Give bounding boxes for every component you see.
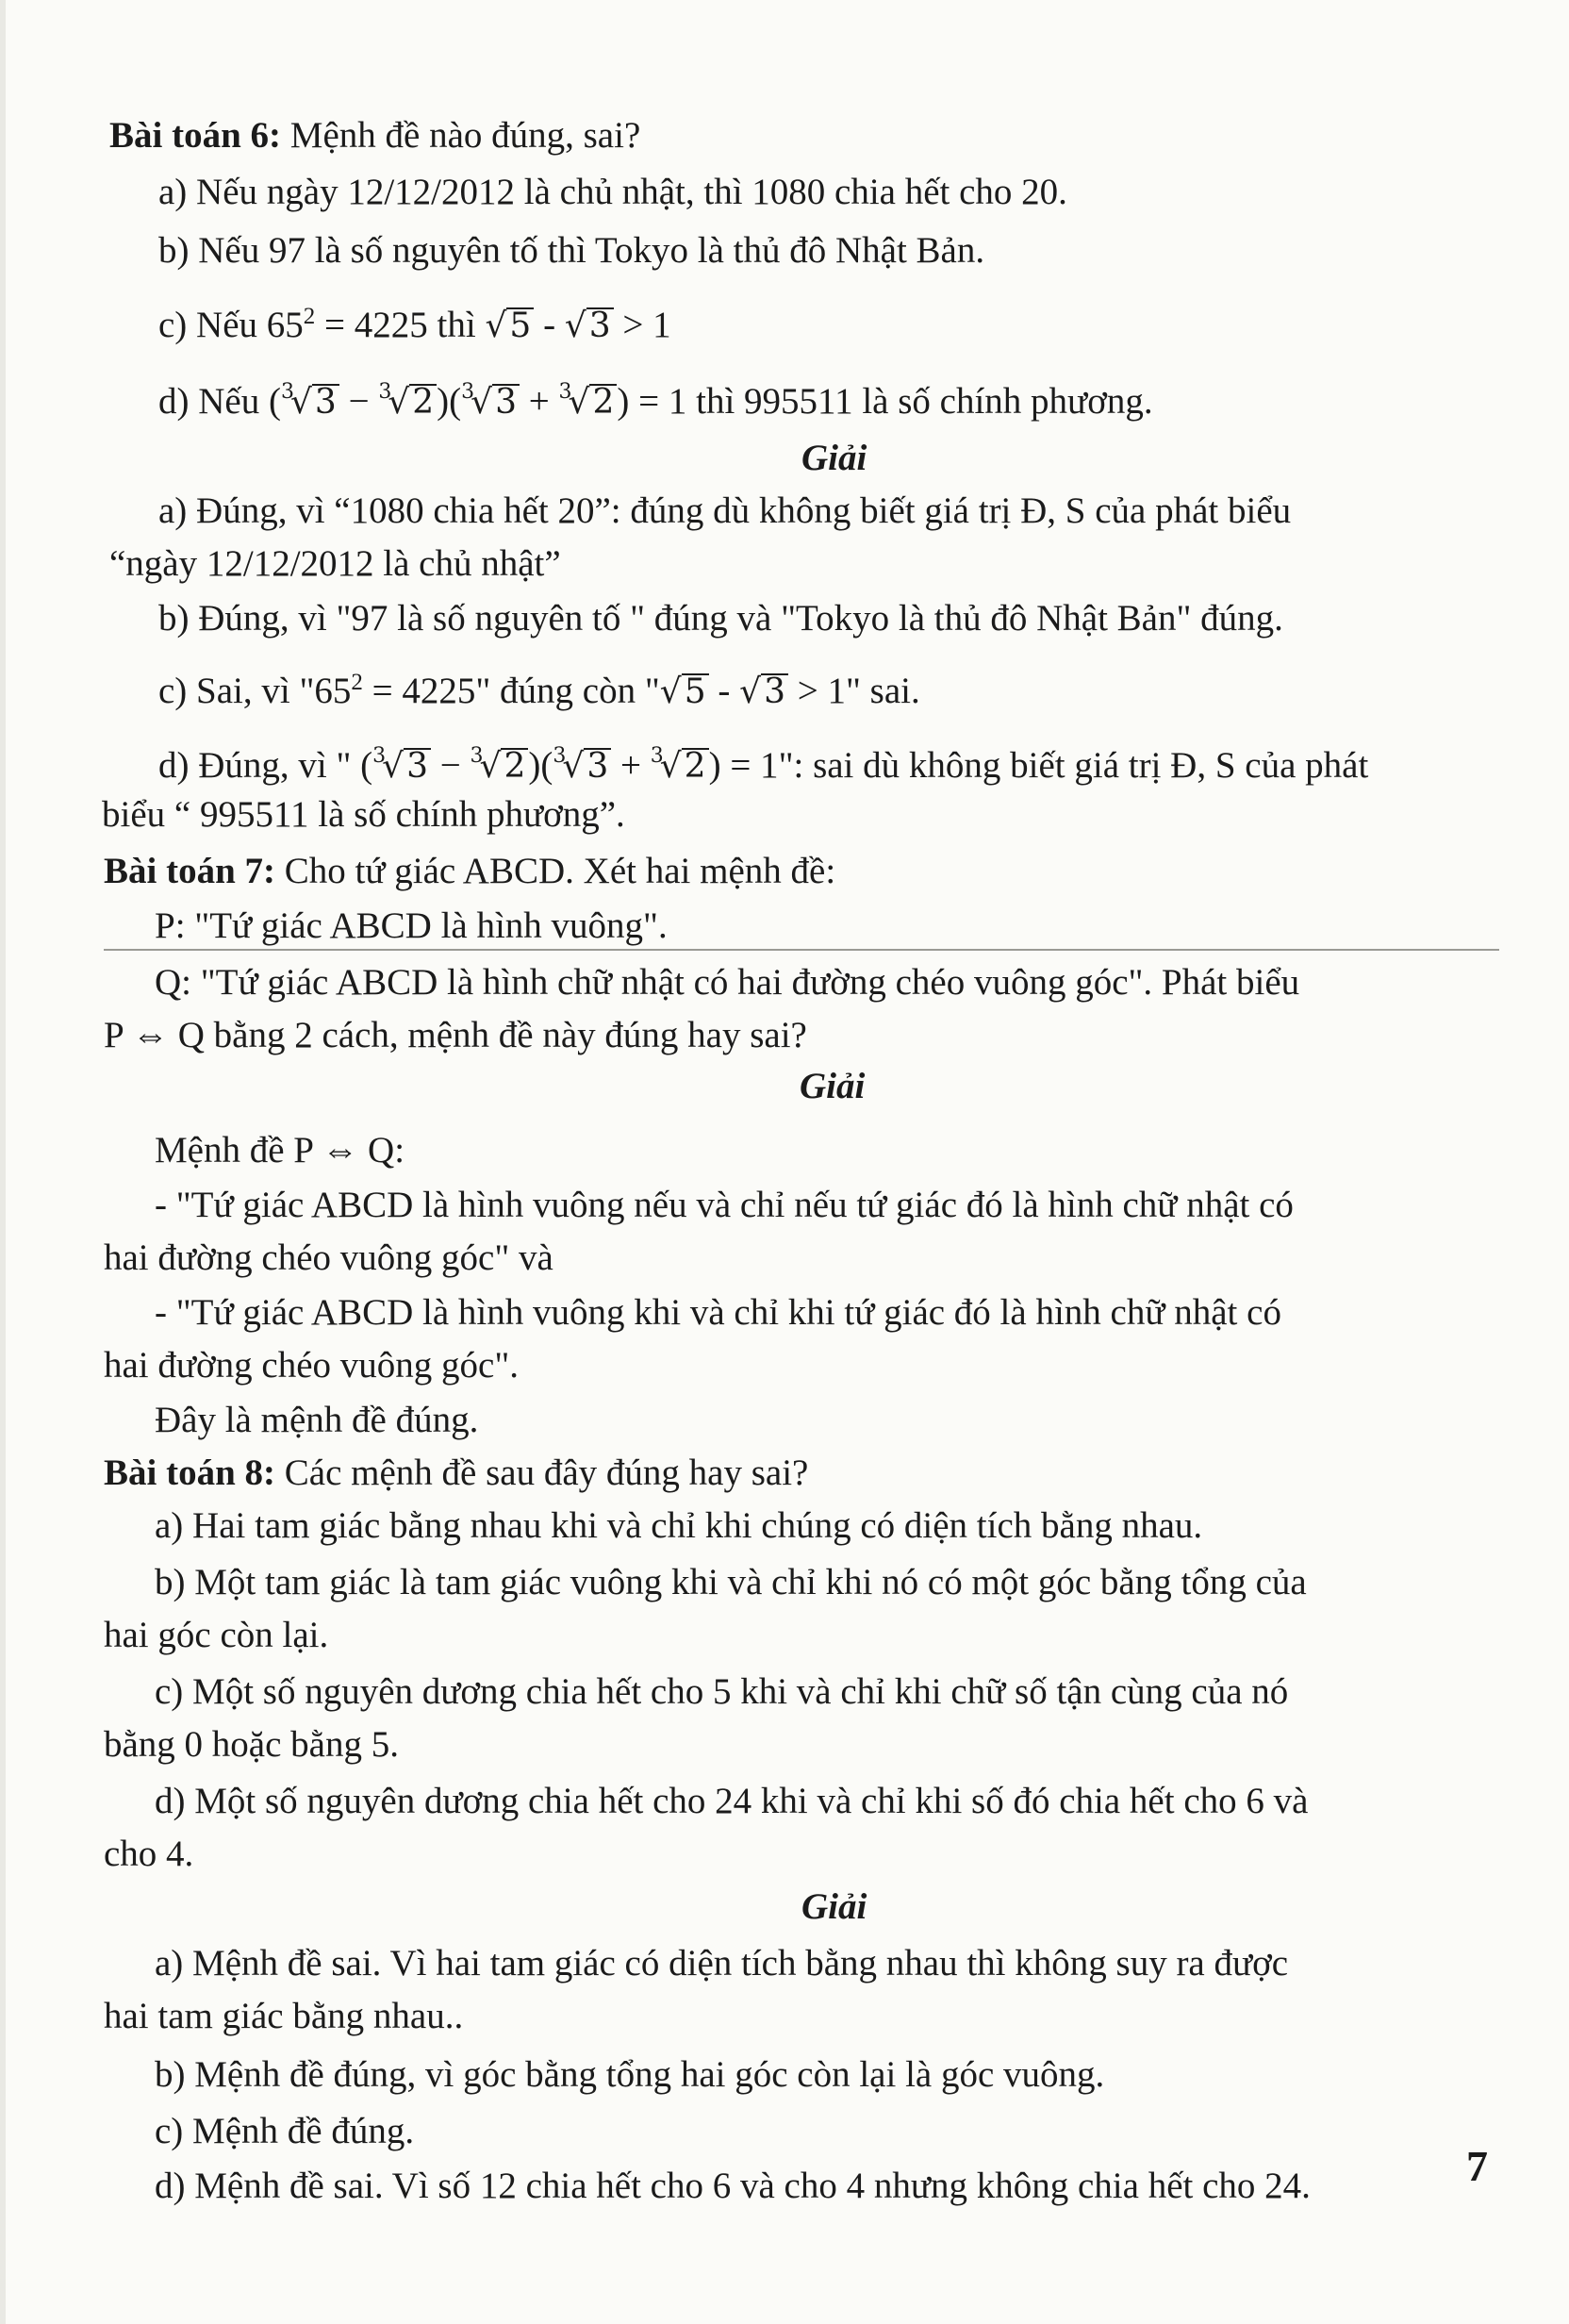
page-edge-shadow — [0, 0, 6, 2324]
root-index: 3 — [372, 744, 387, 768]
cbrt-expression: $^3$√3 — [461, 383, 520, 422]
root-index: 3 — [461, 380, 475, 404]
text-fragment: thì 995511 là số chính phương. — [686, 381, 1153, 422]
operator: − — [339, 381, 379, 422]
solution-6-heading: Giải — [801, 438, 867, 478]
text-fragment: ) = 1 — [617, 381, 687, 422]
radicand: 2 — [682, 748, 709, 784]
text-fragment: > 1" sai. — [788, 671, 920, 711]
problem-6-title: Bài toán 6: — [109, 115, 282, 156]
solution-8-c: c) Mệnh đề đúng. — [155, 2111, 415, 2151]
cbrt-expression: $^3$√2 — [559, 383, 618, 422]
operator: - — [534, 305, 565, 345]
problem-7-p: P: "Tứ giác ABCD là hình vuông". — [155, 905, 668, 946]
radicand: 3 — [404, 748, 431, 784]
problem-8-item-c-line1: c) Một số nguyên dương chia hết cho 5 khi và chỉ khi chữ số tận cùng của nó — [155, 1671, 1289, 1712]
text-fragment: )( — [528, 745, 553, 786]
exponent: 2 — [351, 670, 363, 695]
cbrt-expression: $^3$√2 — [378, 383, 437, 422]
radicand: 5 — [682, 673, 709, 709]
solution-7-line2: hai đường chéo vuông góc" và — [104, 1237, 553, 1278]
text-fragment: ) = 1 — [708, 745, 779, 786]
problem-6-question: Mệnh đề nào đúng, sai? — [289, 115, 641, 156]
problem-8-item-a: a) Hai tam giác bằng nhau khi và chỉ khi chúng có diện tích bằng nhau. — [155, 1505, 1203, 1546]
operator: − — [431, 745, 471, 786]
operator: + — [520, 381, 559, 422]
problem-7-question: Cho tứ giác ABCD. Xét hai mệnh đề: — [284, 851, 836, 891]
problem-8-heading — [104, 1451, 808, 1496]
problem-8-question: Các mệnh đề sau đây đúng hay sai? — [284, 1452, 809, 1493]
cbrt-expression: $^3$√2 — [471, 747, 529, 786]
radicand: 2 — [589, 384, 617, 420]
radicand: 3 — [312, 384, 339, 420]
problem-7-q-line2: P ⇔ Q bằng 2 cách, mệnh đề này đúng hay sai? — [104, 1015, 807, 1055]
solution-8-a-line2: hai tam giác bằng nhau.. — [104, 1996, 464, 2036]
solution-8-heading: Giải — [801, 1886, 867, 1927]
solution-8-d: d) Mệnh đề sai. Vì số 12 chia hết cho 6 và cho 4 nhưng không chia hết cho 24. — [155, 2166, 1311, 2206]
problem-6-item-d — [158, 370, 1153, 425]
problem-6-heading — [109, 113, 640, 158]
cbrt-expression: $^3$√3 — [372, 747, 431, 786]
solution-7-conclusion: Đây là mệnh đề đúng. — [155, 1400, 479, 1440]
problem-8-item-c-line2: bằng 0 hoặc bằng 5. — [104, 1724, 399, 1765]
cbrt-expression: $^3$√3 — [553, 747, 611, 786]
problem-8-item-d-line1: d) Một số nguyên dương chia hết cho 24 khi và chỉ khi số đó chia hết cho 6 và — [155, 1781, 1309, 1821]
radicand: 2 — [501, 748, 528, 784]
solution-7-line3: - "Tứ giác ABCD là hình vuông khi và chỉ khi tứ giác đó là hình chữ nhật có — [155, 1292, 1281, 1333]
radicand: 3 — [584, 748, 611, 784]
sqrt-expression: √3 — [739, 672, 788, 711]
operator: + — [611, 745, 651, 786]
problem-6-item-c — [158, 294, 671, 349]
text-fragment: d) Đúng, vì " ( — [158, 745, 373, 786]
text-fragment: c) Nếu 65 — [158, 305, 304, 345]
exponent: 2 — [303, 304, 316, 329]
problem-7-q-line1: Q: "Tứ giác ABCD là hình chữ nhật có hai đường chéo vuông góc". Phát biểu — [155, 962, 1300, 1003]
divider-line — [104, 949, 1499, 951]
radicand: 2 — [409, 384, 437, 420]
sqrt-expression: √5 — [660, 672, 709, 711]
problem-8-item-b-line2: hai góc còn lại. — [104, 1615, 329, 1655]
radicand: 3 — [492, 384, 520, 420]
problem-8-item-d-line2: cho 4. — [104, 1834, 194, 1874]
solution-7-heading: Giải — [800, 1066, 866, 1106]
solution-6-b: b) Đúng, vì "97 là số nguyên tố " đúng và "Tokyo là thủ đô Nhật Bản" đúng. — [158, 598, 1283, 639]
solution-8-a-line1: a) Mệnh đề sai. Vì hai tam giác có diện tích bằng nhau thì không suy ra được — [155, 1943, 1289, 1984]
root-index: 3 — [558, 380, 572, 404]
radicand: 3 — [761, 673, 788, 709]
radicand: 5 — [506, 307, 534, 343]
text-fragment: c) Sai, vì "65 — [158, 671, 352, 711]
cbrt-expression: $^3$√3 — [281, 383, 339, 422]
sqrt-expression: √3 — [565, 307, 614, 345]
text-fragment: ": sai dù không biết giá trị Đ, S của phát — [778, 745, 1369, 786]
problem-7-heading — [104, 849, 835, 894]
root-index: 3 — [280, 380, 294, 404]
text-fragment: d) Nếu ( — [158, 381, 281, 422]
problem-6-item-a: a) Nếu ngày 12/12/2012 là chủ nhật, thì 1080 chia hết cho 20. — [158, 172, 1067, 212]
operator: - — [708, 671, 740, 711]
solution-7-line1: - "Tứ giác ABCD là hình vuông nếu và chỉ nếu tứ giác đó là hình chữ nhật có — [155, 1185, 1294, 1225]
problem-8-item-b-line1: b) Một tam giác là tam giác vuông khi và chỉ khi nó có một góc bằng tổng của — [155, 1562, 1307, 1602]
solution-6-d-line1 — [158, 734, 1368, 789]
cbrt-expression: $^3$√2 — [651, 747, 709, 786]
solution-6-a-line2: “ngày 12/12/2012 là chủ nhật” — [109, 543, 561, 584]
root-index: 3 — [553, 744, 567, 768]
text-fragment: = 4225 thì — [315, 305, 486, 345]
root-index: 3 — [378, 380, 392, 404]
solution-6-c — [158, 660, 920, 715]
text-fragment: = 4225" đúng còn " — [362, 671, 660, 711]
solution-6-a-line1: a) Đúng, vì “1080 chia hết 20”: đúng dù không biết giá trị Đ, S của phát biểu — [158, 490, 1292, 531]
solution-6-d-line2: biểu “ 995511 là số chính phương”. — [102, 794, 625, 835]
text-fragment: > 1 — [613, 305, 671, 345]
solution-8-b: b) Mệnh đề đúng, vì góc bằng tổng hai góc còn lại là góc vuông. — [155, 2054, 1105, 2095]
problem-7-title: Bài toán 7: — [104, 851, 276, 891]
solution-7-intro: Mệnh đề P ⇔ Q: — [155, 1130, 405, 1170]
root-index: 3 — [470, 744, 484, 768]
page-number: 7 — [1466, 2142, 1488, 2190]
radicand: 3 — [586, 307, 614, 343]
solution-7-line4: hai đường chéo vuông góc". — [104, 1345, 520, 1386]
sqrt-expression: √5 — [485, 307, 534, 345]
root-index: 3 — [650, 744, 664, 768]
text-fragment: )( — [437, 381, 462, 422]
problem-6-item-b: b) Nếu 97 là số nguyên tố thì Tokyo là thủ đô Nhật Bản. — [158, 230, 985, 271]
problem-8-title: Bài toán 8: — [104, 1452, 276, 1493]
